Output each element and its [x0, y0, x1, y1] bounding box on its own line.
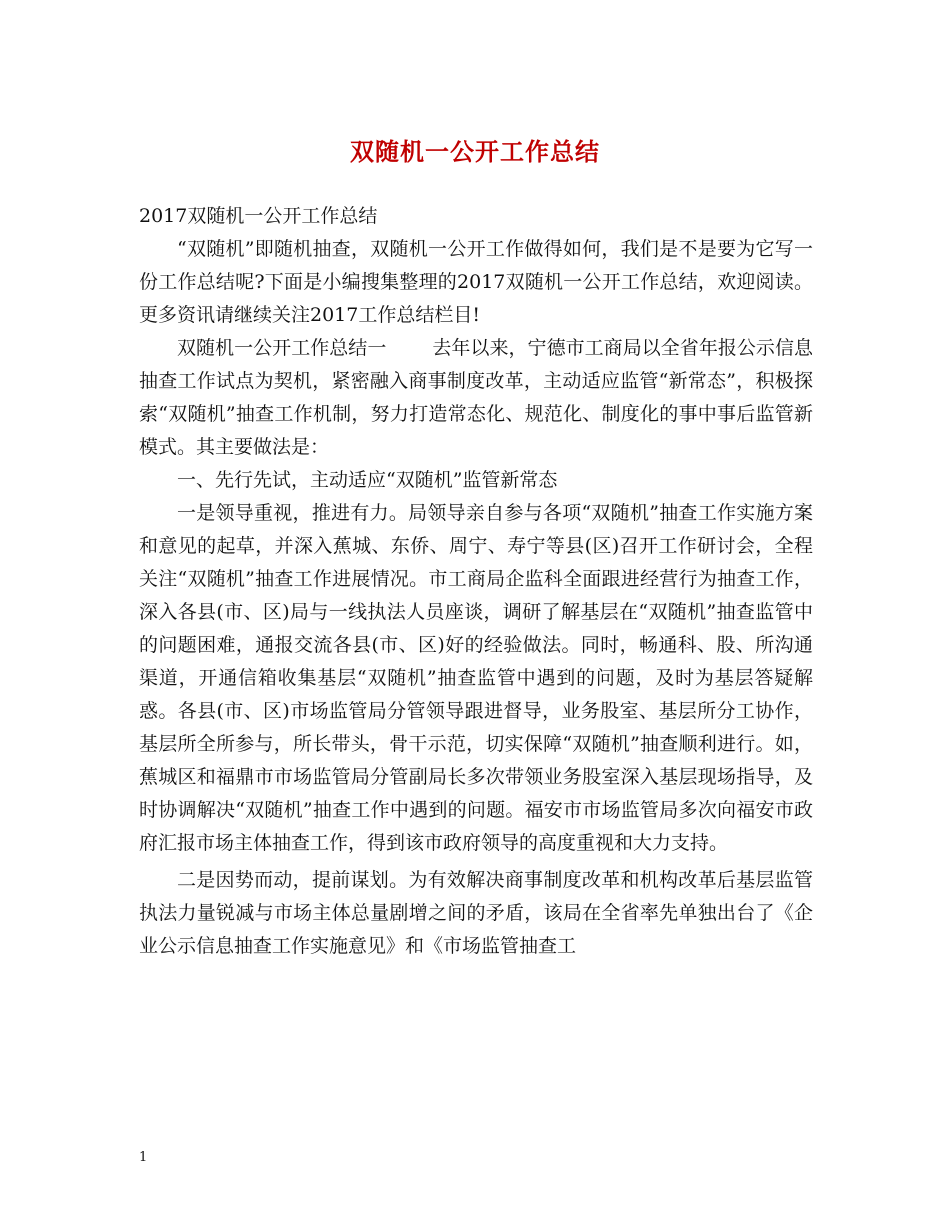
page-number: 1 [139, 1150, 148, 1165]
paragraph-point-one: 一是领导重视，推进有力。局领导亲自参与各项“双随机”抽查工作实施方案和意见的起草，并深入蕉城、东侨、周宁、寿宁等县(区)召开工作研讨会，全程关注“双随机”抽查工作进展情况。市工商局企监科全面跟进经营行为抽查工作，深入各县(市、区)局与一线执法人员座谈，调研了解基层在“双随机”抽查监管中的问题困难，通报交流各县(市、区)好的经验做法。同时，畅通科、股、所沟通渠道，开通信箱收集基层“双随机”抽查监管中遇到的问题，及时为基层答疑解惑。各县(市、区)市场监管局分管领导跟进督导，业务股室、基层所分工协作，基层所全所参与，所长带头，骨干示范，切实保障“双随机”抽查顺利进行。如，蕉城区和福鼎市市场监管局分管副局长多次带领业务股室深入基层现场指导，及时协调解决“双随机”抽查工作中遇到的问题。福安市市场监管局多次向福安市政府汇报市场主体抽查工作，得到该市政府领导的高度重视和大力支持。 [139, 502, 813, 854]
summary-one-text: 去年以来，宁德市工商局以全省年报公示信息抽查工作试点为契机，紧密融入商事制度改革，主动适应监管“新常态”，积极探索“双随机”抽查工作机制，努力打造常态化、规范化、制度化的事中事后监管新模式。其主要做法是： [139, 337, 813, 458]
document-subtitle: 2017双随机一公开工作总结 [139, 205, 378, 227]
summary-one-label: 双随机一公开工作总结一 [177, 337, 387, 359]
paragraph-point-two: 二是因势而动，提前谋划。为有效解决商事制度改革和机构改革后基层监管执法力量锐减与市场主体总量剧增之间的矛盾，该局在全省率先单独出台了《企业公示信息抽查工作实施意见》和《市场监管抽查工 [139, 869, 813, 957]
paragraph-intro: “双随机”即随机抽查，双随机一公开工作做得如何，我们是不是要为它写一份工作总结呢?下面是小编搜集整理的2017双随机一公开工作总结，欢迎阅读。更多资讯请继续关注2017工作总结栏目! [139, 238, 813, 326]
section-heading-one: 一、先行先试，主动适应“双随机”监管新常态 [177, 469, 558, 491]
document-body [139, 200, 813, 963]
document-title: 双随机一公开工作总结 [350, 137, 600, 166]
paragraph-summary-one [139, 332, 813, 464]
